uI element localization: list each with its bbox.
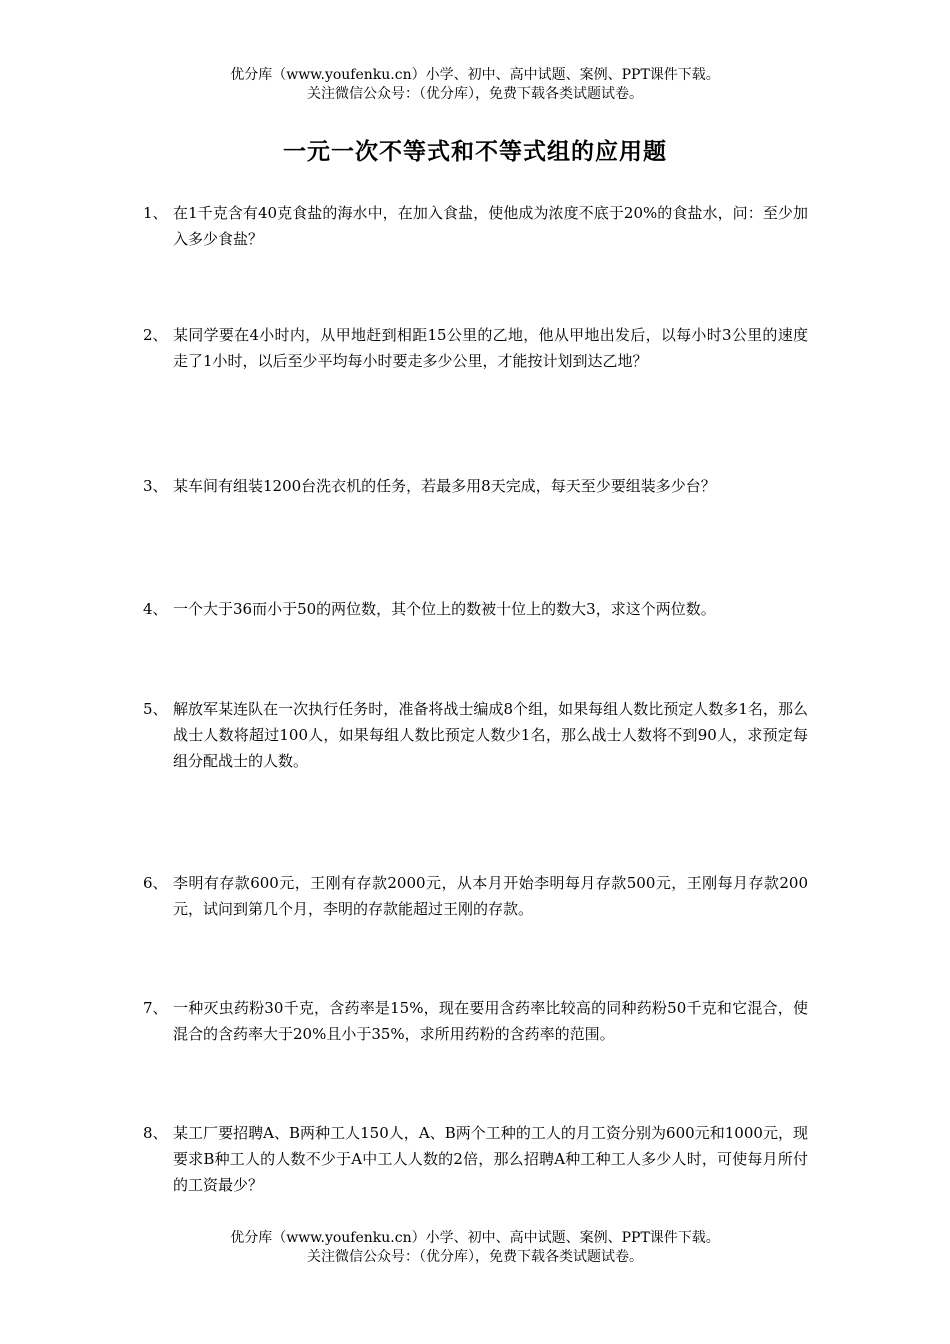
question-4: [143, 596, 808, 622]
page-footer: [0, 1229, 950, 1267]
question-6: [143, 870, 808, 922]
question-text: 一种灭虫药粉30千克，含药率是15%，现在要用含药率比较高的同种药粉50千克和它混合，使混合的含药率大于20%且小于35%，求所用药粉的含药率的范围。: [173, 999, 808, 1043]
question-number: 5、: [143, 700, 168, 718]
question-text: 解放军某连队在一次执行任务时，准备将战士编成8个组，如果每组人数比预定人数多1名，那么战士人数将超过100人，如果每组人数比预定人数少1名，那么战士人数将不到90人，求预定每组分配战士的人数。: [173, 700, 808, 770]
question-3: [143, 473, 808, 499]
header-line-2: 关注微信公众号：（优分库），免费下载各类试题试卷。: [307, 86, 643, 102]
question-text: 在1千克含有40克食盐的海水中，在加入食盐，使他成为浓度不底于20%的食盐水，问：至少加入多少食盐？: [173, 204, 808, 248]
header-line-1: 优分库（www.youfenku.cn）小学、初中、高中试题、案例、PPT课件下载。: [230, 67, 720, 83]
question-number: 8、: [143, 1124, 168, 1142]
question-number: 1、: [143, 204, 168, 222]
question-2: [143, 322, 808, 374]
question-text: 某车间有组装1200台洗衣机的任务，若最多用8天完成，每天至少要组装多少台？: [173, 477, 716, 495]
question-text: 某同学要在4小时内，从甲地赶到相距15公里的乙地，他从甲地出发后，以每小时3公里的速度走了1小时，以后至少平均每小时要走多少公里，才能按计划到达乙地？: [173, 326, 808, 370]
question-8: [143, 1120, 808, 1198]
question-text: 李明有存款600元，王刚有存款2000元，从本月开始李明每月存款500元，王刚每月存款200元，试问到第几个月，李明的存款能超过王刚的存款。: [173, 874, 808, 918]
question-number: 4、: [143, 600, 168, 618]
question-number: 6、: [143, 874, 168, 892]
question-number: 2、: [143, 326, 168, 344]
question-text: 一个大于36而小于50的两位数，其个位上的数被十位上的数大3，求这个两位数。: [173, 600, 716, 618]
question-1: [143, 200, 808, 252]
question-number: 3、: [143, 477, 168, 495]
page-header: [0, 66, 950, 104]
question-text: 某工厂要招聘A、B两种工人150人，A、B两个工种的工人的月工资分别为600元和1000元，现要求B种工人的人数不少于A中工人人数的2倍，那么招聘A种工种工人多少人时，可使每月所付的工资最少？: [173, 1124, 808, 1194]
question-5: [143, 696, 808, 774]
question-number: 7、: [143, 999, 168, 1017]
question-7: [143, 995, 808, 1047]
footer-line-2: 关注微信公众号：（优分库），免费下载各类试题试卷。: [307, 1249, 643, 1265]
document-title: 一元一次不等式和不等式组的应用题: [283, 138, 667, 165]
footer-line-1: 优分库（www.youfenku.cn）小学、初中、高中试题、案例、PPT课件下载。: [230, 1230, 720, 1246]
